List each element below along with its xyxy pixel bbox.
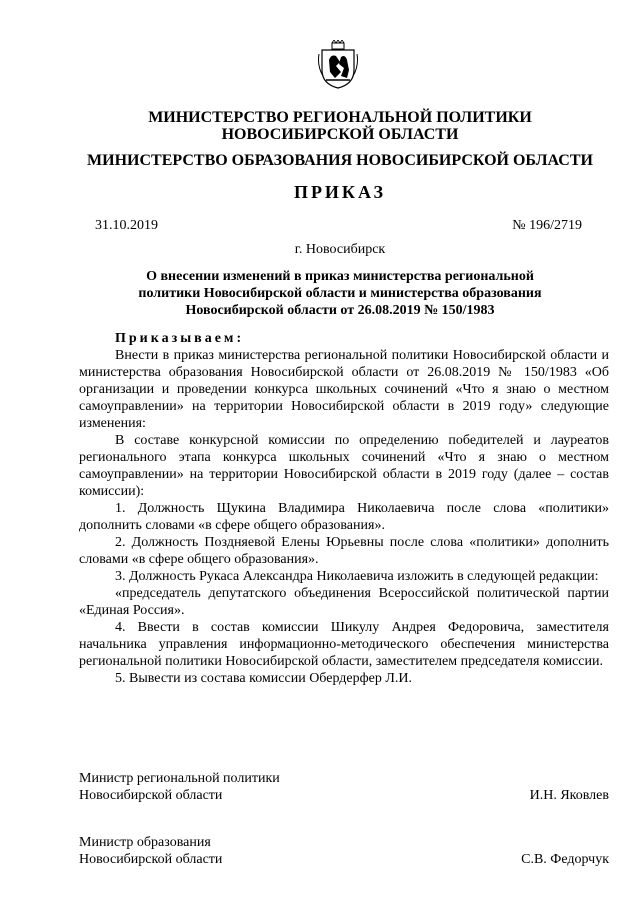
ministry-regional-policy-line1: МИНИСТЕРСТВО РЕГИОНАЛЬНОЙ ПОЛИТИКИ bbox=[148, 109, 532, 126]
paragraph-commission: В составе конкурсной комиссии по определению победителей и лауреатов регионального этапа конкурса школьных сочинений «Что я знаю о местном самоуправлении» на территории Новосибирской области в 2019 году (далее – состав комиссии): bbox=[79, 433, 609, 499]
order-title bbox=[60, 268, 620, 319]
paragraph-item-5: 5. Вывести из состава комиссии Обердерфер Л.И. bbox=[115, 671, 412, 686]
order-lead: Приказываем: bbox=[115, 331, 245, 346]
paragraph-item-3-quote: «председатель депутатского объединения Всероссийской политической партии «Единая Россия». bbox=[79, 586, 609, 618]
signature-block-regional-policy bbox=[79, 770, 609, 804]
paragraph-item-4: 4. Ввести в состав комиссии Шикулу Андрея Федоровича, заместителя начальника управления информационно-методического обеспечения министерства региональной политики Новосибирской области, заместителем председателя комиссии. bbox=[79, 620, 609, 669]
document-type: ПРИКАЗ bbox=[293, 182, 387, 202]
signature-title-line1: Министр образования bbox=[79, 835, 211, 850]
paragraph-item-2: 2. Должность Поздняевой Елены Юрьевны после слова «политики» дополнить словами «в сфере общего образования». bbox=[79, 535, 609, 567]
ministry-education-heading: МИНИСТЕРСТВО ОБРАЗОВАНИЯ НОВОСИБИРСКОЙ ОБЛАСТИ bbox=[87, 152, 593, 169]
order-date: 31.10.2019 bbox=[95, 218, 158, 233]
signature-title-line1: Министр региональной политики bbox=[79, 771, 280, 786]
paragraph-item-1: 1. Должность Щукина Владимира Николаевича после слова «политики» дополнить словами «в сфере общего образования». bbox=[79, 501, 609, 533]
signature-block-education bbox=[79, 834, 609, 868]
ministry-regional-policy-heading bbox=[60, 109, 620, 143]
order-title-line1: О внесении изменений в приказ министерства региональной bbox=[146, 269, 534, 284]
order-title-line3: Новосибирской области от 26.08.2019 № 150/1983 bbox=[185, 303, 495, 318]
order-body bbox=[79, 330, 609, 687]
order-city: г. Новосибирск bbox=[294, 242, 386, 257]
signature-name: С.В. Федорчук bbox=[521, 852, 609, 867]
paragraph-intro: Внести в приказ министерства региональной политики Новосибирской области и министерства образования Новосибирской области от 26.08.2019 № 150/1983 «Об организации и проведении конкурса школьных сочинений «Что я знаю о местном самоуправлении» на территории Новосибирской области в 2019 году» следующие изменения: bbox=[79, 348, 609, 431]
signature-name: И.Н. Яковлев bbox=[529, 788, 609, 803]
signature-title-line2: Новосибирской области bbox=[79, 852, 223, 867]
signature-title-line2: Новосибирской области bbox=[79, 788, 223, 803]
order-title-line2: политики Новосибирской области и министерства образования bbox=[138, 286, 542, 301]
order-number: № 196/2719 bbox=[512, 218, 582, 233]
paragraph-item-3: 3. Должность Рукаса Александра Николаевича изложить в следующей редакции: bbox=[115, 569, 599, 584]
ministry-regional-policy-line2: НОВОСИБИРСКОЙ ОБЛАСТИ bbox=[221, 126, 459, 143]
coat-of-arms-icon bbox=[317, 40, 359, 90]
